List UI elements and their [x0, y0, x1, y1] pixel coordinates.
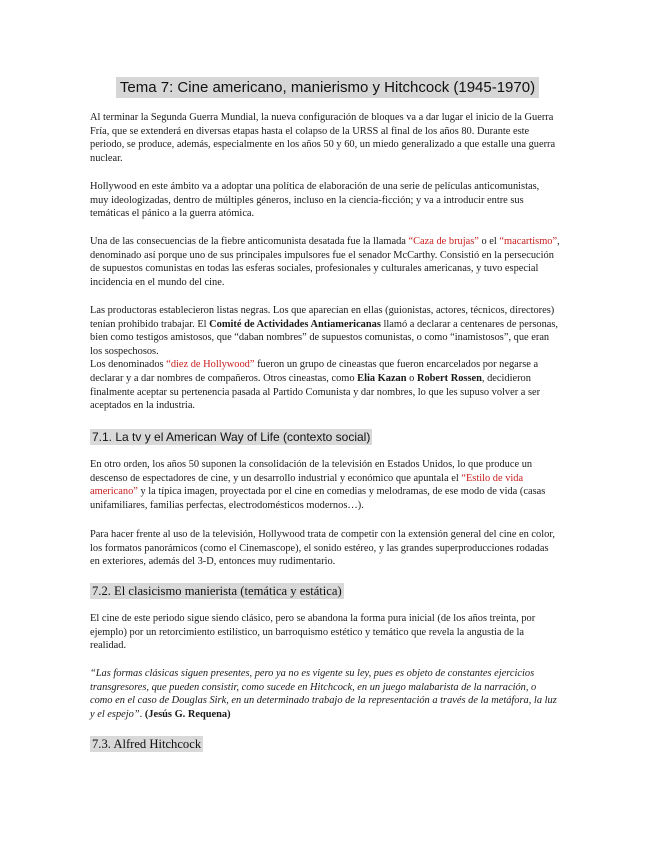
- section-heading-7-2: 7.2. El clasicismo manierista (temática y estática): [92, 584, 342, 598]
- text-run: Los denominados: [90, 359, 167, 371]
- paragraph-text: Para hacer frente al uso de la televisión, Hollywood trata de competir con la extensión general del cine en color, los formatos panorámicos (como el Cinemascope), el sonido estéreo, y las grandes superproducciones rodadas en exteriores, además del 3-D, entonces muy rudimentario.: [90, 529, 555, 568]
- section-heading-7-3: 7.3. Alfred Hitchcock: [92, 737, 202, 751]
- paragraph-clasicismo: [90, 612, 560, 653]
- paragraph-text: Al terminar la Segunda Guerra Mundial, la nueva configuración de bloques va a dar lugar el inicio de la Guerra Fría, que se extenderá en diversas etapas hasta el colapso de la URSS al final de los años 80. Durante este periodo, se produce, además, especialmente en los años 50 y 60, un miedo generalizado a que estalle una guerra nuclear.: [90, 112, 556, 164]
- paragraph-television: [90, 458, 560, 512]
- text-run: Una de las consecuencias de la fiebre anticomunista desatada fue la llamada: [90, 236, 409, 247]
- paragraph-text: Hollywood en este ámbito va a adoptar una política de elaboración de una serie de películas anticomunistas, muy ideologizadas, dentro de múltiples géneros, incluso en la ciencia-ficción; y va a introducir entre sus temáticas el pánico a la guerra atómica.: [90, 181, 540, 220]
- section-heading-7-1: 7.1. La tv y el American Way of Life (contexto social): [92, 430, 371, 444]
- text-run: y la típica imagen, proyectada por el cine en comedias y melodramas, de ese modo de vida (casas unifamiliares, familias perfectas, electrodomésticos modernos…).: [90, 486, 546, 511]
- text-run: llamó a declarar a centenares de personas, bien como testigos amistosos, que “daban nombres” de supuestos comunistas, o como “inamistosos”, que eran los sospechosos.: [90, 318, 559, 357]
- highlight-macartismo: “macartismo”: [499, 236, 558, 247]
- quote-author: (Jesús G. Requena): [144, 708, 231, 720]
- bold-robert-rossen: Robert Rossen: [416, 372, 482, 384]
- text-run: , denominado así porque uno de sus principales impulsores fue el senador McCarthy. Consistió en la persecución de supuestos comunistas en todas las esferas sociales, profesionales y culturales americanas, y tuvo especial incidencia en el mundo del cine.: [90, 236, 560, 288]
- paragraph-hollywood-anticomunista: [90, 180, 560, 221]
- highlight-diez-de-hollywood: “diez de Hollywood”: [166, 359, 255, 371]
- text-run: o: [406, 372, 417, 384]
- paragraph-text: [90, 235, 560, 289]
- paragraph-listas-negras: [90, 304, 560, 413]
- paragraph-text: [90, 458, 560, 512]
- text-run: Las productoras establecieron listas negras. Los que aparecían en ellas (guionistas, actores, técnicos, directores) tenían prohibido trabajar. El: [90, 305, 555, 330]
- text-run: fueron un grupo de cineastas que fueron encarcelados por negarse a declarar y a dar nombres de compañeros. Otros cineastas, como: [90, 359, 539, 384]
- title-container: [0, 77, 655, 98]
- paragraph-competencia-tv: [90, 528, 560, 569]
- paragraph-caza-de-brujas: [90, 235, 560, 289]
- highlight-estilo-de-vida: “Estilo de vida americano”: [90, 472, 524, 498]
- text-run: o el: [478, 236, 500, 247]
- quote-body: “Las formas clásicas siguen presentes, pero ya no es vigente su ley, pues es objeto de constantes ejercicios transgresores, que pueden consistir, como sucede en Hitchcock, en un juego malabarista de la narración, o como en el caso de Douglas Sirk, en un determinado trabajo de la representación a través de la metáfora, la luz y el espejo”: [90, 668, 557, 720]
- paragraph-text: El cine de este periodo sigue siendo clásico, pero se abandona la forma pura inicial (de los años treinta, por ejemplo) por un retorcimiento estilístico, un barroquismo estético y temático que revela la angustia de la realidad.: [90, 613, 536, 652]
- text-run: .: [139, 708, 145, 720]
- bold-elia-kazan: Elia Kazan: [357, 372, 407, 384]
- quote-text: [90, 667, 560, 721]
- text-run: En otro orden, los años 50 suponen la consolidación de la televisión en Estados Unidos, lo que produce un descenso de espectadores de cine, y un desarrollo industrial y económico que apuntala el: [90, 459, 533, 484]
- bold-comite: Comité de Actividades Antiamericanas: [209, 318, 381, 330]
- page-title: Tema 7: Cine americano, manierismo y Hitchcock (1945-1970): [116, 77, 539, 98]
- quote-requena: [90, 667, 560, 721]
- paragraph-text: [90, 304, 560, 358]
- text-run: , decidieron finalmente aceptar su pertenencia pasada al Partido Comunista y dar nombres, lo que les supuso volver a ser aceptados en la industria.: [90, 372, 541, 412]
- paragraph-text: [90, 358, 560, 412]
- paragraph-guerra-fria: [90, 111, 560, 165]
- highlight-caza-de-brujas: “Caza de brujas”: [408, 236, 479, 247]
